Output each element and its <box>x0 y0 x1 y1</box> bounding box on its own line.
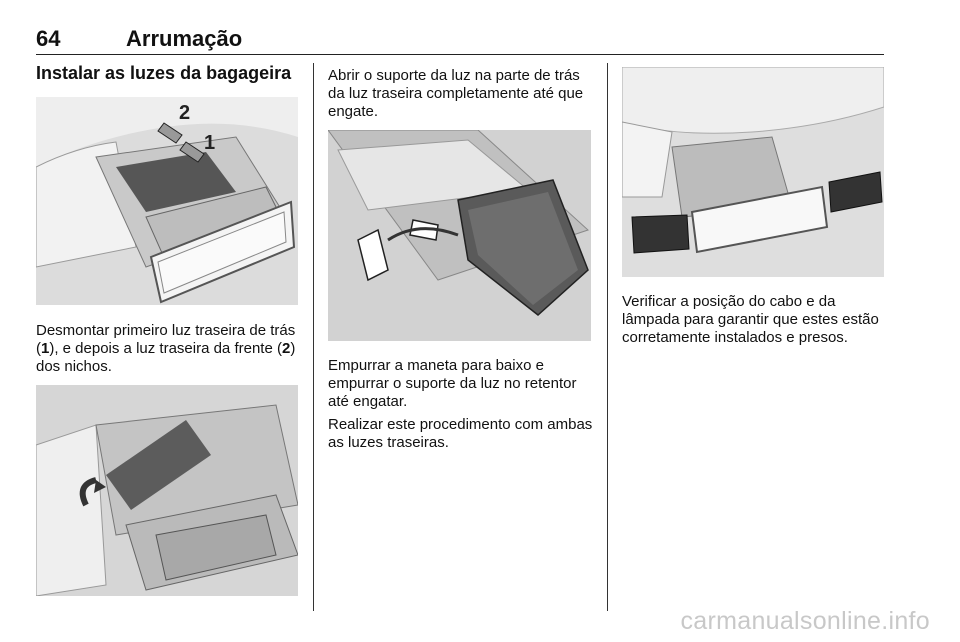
column-divider-1 <box>313 63 314 611</box>
figure-light-rotation <box>36 385 298 596</box>
column-divider-2 <box>607 63 608 611</box>
figure-2-illustration <box>36 385 298 596</box>
figure-3-illustration <box>328 130 591 341</box>
watermark: carmanualsonline.info <box>680 607 930 635</box>
removal-ref-1: 1 <box>41 340 50 357</box>
figure-4-illustration <box>622 67 884 277</box>
removal-text-before: Desmontar primeiro luz traseira de trás ( <box>36 322 296 357</box>
section-title: Instalar as luzes da bagageira <box>36 63 292 83</box>
figure-holder-open <box>328 130 591 341</box>
page-number: 64 <box>36 26 61 51</box>
chapter-title: Arrumação <box>126 26 243 51</box>
removal-text-after: ) dos nichos. <box>36 340 296 375</box>
removal-ref-2: 2 <box>281 340 291 357</box>
verify-cable-instructions: Verificar a posição do cabo e da lâmpada para garantir que estes estão corretamente instalados e presos. <box>622 293 879 346</box>
removal-instructions <box>36 322 298 376</box>
removal-text-middle: ), e depois a luz traseira da frente ( <box>49 340 282 357</box>
callout-2: 2 <box>179 102 191 124</box>
push-lever-instructions: Empurrar a maneta para baixo e empurrar o suporte da luz no retentor até engatar. <box>328 357 577 410</box>
callout-1: 1 <box>204 132 216 154</box>
repeat-procedure-note: Realizar este procedimento com ambas as luzes traseiras. <box>328 416 593 451</box>
open-holder-instructions: Abrir o suporte da luz na parte de trás da luz traseira completamente até que engate. <box>328 67 584 120</box>
figure-1-illustration <box>36 97 298 305</box>
page-header <box>36 26 884 55</box>
figure-lights-installed <box>622 67 884 277</box>
figure-luggage-lights-removal <box>36 97 298 305</box>
